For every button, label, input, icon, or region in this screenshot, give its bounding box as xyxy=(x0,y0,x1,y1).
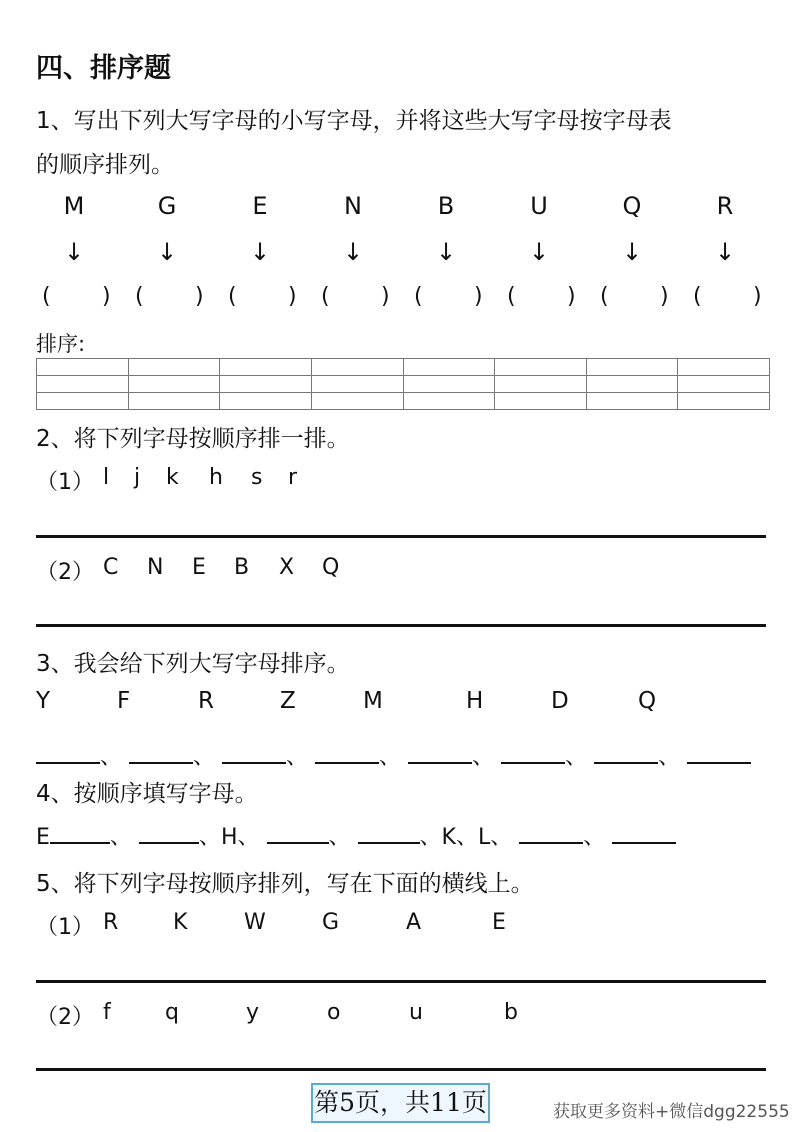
q1-letter-row xyxy=(0,192,800,222)
fill-blank[interactable] xyxy=(501,758,565,764)
separator: 、 xyxy=(109,825,132,850)
fill-blank[interactable] xyxy=(50,838,110,844)
q5-letter: f xyxy=(103,1000,111,1025)
answer-paren-close: ) xyxy=(474,284,483,309)
q5-letter: b xyxy=(504,1000,518,1025)
separator: 、 xyxy=(193,745,216,770)
answer-paren-close: ) xyxy=(381,284,390,309)
page-number: 第5页，共11页 xyxy=(311,1083,490,1123)
q5-part1-letters xyxy=(0,910,800,940)
answer-paren-open: ( xyxy=(321,284,330,309)
q5-letter: u xyxy=(409,1000,423,1025)
q2-letter: k xyxy=(166,465,179,490)
q2-letter: h xyxy=(209,465,223,490)
q5-letter: K xyxy=(173,910,188,935)
answer-line[interactable] xyxy=(36,624,766,627)
q5-letter: q xyxy=(165,1000,179,1025)
separator: 、 xyxy=(198,825,221,850)
separator: 、 xyxy=(490,825,513,850)
fill-blank[interactable] xyxy=(358,838,420,844)
answer-line[interactable] xyxy=(36,535,766,538)
fill-blank[interactable] xyxy=(139,838,199,844)
fill-blank[interactable] xyxy=(612,838,676,844)
answer-paren-open: ( xyxy=(228,284,237,309)
q1-letter: B xyxy=(437,192,455,220)
q2-letter: N xyxy=(147,555,164,580)
separator: 、 xyxy=(286,745,309,770)
q4-letter: H xyxy=(220,825,238,850)
q3-letter: R xyxy=(198,688,214,714)
q2-part2-label: （2） xyxy=(36,560,94,585)
fill-blank[interactable] xyxy=(36,758,100,764)
separator: 、 xyxy=(455,825,478,850)
down-arrow-icon: ↓ xyxy=(435,238,457,266)
answer-paren-close: ) xyxy=(753,284,762,309)
q1-answer-parens xyxy=(0,284,800,314)
separator: 、 xyxy=(583,825,606,850)
q1-text-line2: 的顺序排列。 xyxy=(36,152,174,178)
q4-letter: L xyxy=(477,825,491,850)
q5-letter: E xyxy=(492,910,506,935)
q1-letter: U xyxy=(530,192,548,220)
q5-part1-label: （1） xyxy=(36,915,94,940)
q3-letter: M xyxy=(363,688,383,714)
q5-letter: A xyxy=(406,910,422,935)
fill-blank[interactable] xyxy=(408,758,472,764)
q5-letter: y xyxy=(246,1000,260,1025)
sort-writing-grid[interactable] xyxy=(36,358,770,410)
q5-letter: R xyxy=(103,910,119,935)
fill-blank[interactable] xyxy=(315,758,379,764)
separator: 、 xyxy=(328,825,351,850)
answer-paren-close: ) xyxy=(567,284,576,309)
q3-letter-row xyxy=(0,688,800,718)
down-arrow-icon: ↓ xyxy=(528,238,550,266)
separator: 、 xyxy=(237,825,260,850)
q1-arrow-row xyxy=(0,238,800,268)
down-arrow-icon: ↓ xyxy=(156,238,178,266)
answer-paren-close: ) xyxy=(288,284,297,309)
separator: 、 xyxy=(419,825,442,850)
down-arrow-icon: ↓ xyxy=(249,238,271,266)
q3-text: 3、我会给下列大写字母排序。 xyxy=(36,651,350,677)
q2-letter: Q xyxy=(322,555,340,580)
q1-letter: G xyxy=(157,192,177,220)
q2-letter: E xyxy=(192,555,206,580)
q2-letter: B xyxy=(234,555,250,580)
separator: 、 xyxy=(658,745,681,770)
q5-part2-letters xyxy=(0,1000,800,1030)
separator: 、 xyxy=(565,745,588,770)
fill-blank[interactable] xyxy=(222,758,286,764)
q1-text-line1: 1、写出下列大写字母的小写字母，并将这些大写字母按字母表 xyxy=(36,108,672,134)
q1-letter: E xyxy=(252,192,268,220)
q3-letter: Y xyxy=(36,688,51,714)
fill-blank[interactable] xyxy=(594,758,658,764)
answer-paren-open: ( xyxy=(135,284,144,309)
section-title: 四、排序题 xyxy=(36,53,171,84)
q2-part2-letters xyxy=(0,555,800,585)
q4-fill-row xyxy=(36,820,676,851)
separator: 、 xyxy=(100,745,123,770)
q2-part1-label: （1） xyxy=(36,470,94,495)
fill-blank[interactable] xyxy=(267,838,329,844)
down-arrow-icon: ↓ xyxy=(63,238,85,266)
fill-blank[interactable] xyxy=(129,758,193,764)
separator: 、 xyxy=(472,745,495,770)
q5-part2-label: （2） xyxy=(36,1005,94,1030)
q1-letter: R xyxy=(716,192,734,220)
q3-letter: D xyxy=(551,688,569,714)
q4-letter: K xyxy=(441,825,456,850)
q2-letter: s xyxy=(251,465,263,490)
q2-letter: X xyxy=(279,555,295,580)
down-arrow-icon: ↓ xyxy=(621,238,643,266)
answer-paren-open: ( xyxy=(507,284,516,309)
watermark-text: 获取更多资料+微信dgg22555 xyxy=(553,1102,790,1122)
q2-text: 2、将下列字母按顺序排一排。 xyxy=(36,426,350,452)
answer-paren-close: ) xyxy=(660,284,669,309)
q4-text: 4、按顺序填写字母。 xyxy=(36,781,258,807)
fill-blank[interactable] xyxy=(519,838,583,844)
q5-letter: o xyxy=(327,1000,341,1025)
fill-blank[interactable] xyxy=(687,758,751,764)
answer-line[interactable] xyxy=(36,1068,766,1071)
q2-letter: r xyxy=(288,465,298,490)
separator: 、 xyxy=(379,745,402,770)
q1-letter: M xyxy=(63,192,85,220)
answer-paren-open: ( xyxy=(693,284,702,309)
answer-paren-close: ) xyxy=(102,284,111,309)
q4-letter: E xyxy=(36,825,50,850)
answer-paren-open: ( xyxy=(414,284,423,309)
q3-letter: Z xyxy=(280,688,296,714)
q2-letter: j xyxy=(134,465,141,490)
answer-paren-open: ( xyxy=(600,284,609,309)
q5-letter: G xyxy=(322,910,340,935)
answer-line[interactable] xyxy=(36,980,766,983)
q2-letter: C xyxy=(103,555,119,580)
q5-letter: W xyxy=(244,910,266,935)
q1-letter: N xyxy=(344,192,362,220)
answer-paren-open: ( xyxy=(42,284,51,309)
q5-text: 5、将下列字母按顺序排列，写在下面的横线上。 xyxy=(36,871,534,897)
q2-letter: l xyxy=(103,465,110,490)
sort-label: 排序: xyxy=(36,332,86,356)
q2-part1-letters xyxy=(0,465,800,495)
q3-letter: F xyxy=(117,688,131,714)
q3-letter: H xyxy=(466,688,484,714)
down-arrow-icon: ↓ xyxy=(342,238,364,266)
q3-letter: Q xyxy=(638,688,657,714)
answer-paren-close: ) xyxy=(195,284,204,309)
q1-letter: Q xyxy=(622,192,642,220)
q3-blank-row xyxy=(36,740,751,771)
down-arrow-icon: ↓ xyxy=(714,238,736,266)
